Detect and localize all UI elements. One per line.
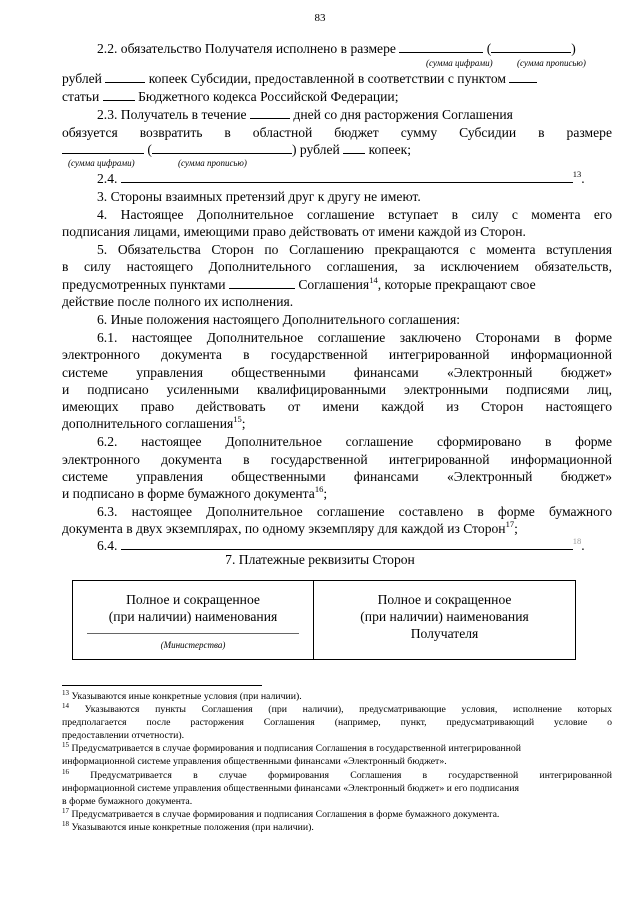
footnote-ref-16: 16 — [314, 484, 324, 494]
ministry-heading — [73, 581, 313, 625]
point-blank — [509, 70, 537, 83]
footnote-18-text: Указываются иные конкретные положения (при наличии). — [71, 822, 314, 833]
clause-6-1-line-1: 6.1. настоящее Дополнительное соглашение заключено Сторонами в форме — [97, 330, 612, 345]
return-words-blank — [152, 141, 292, 154]
hint-return-digits: (сумма цифрами) — [68, 158, 135, 168]
footnote-14-line-2: предполагается после расторжения Соглашения (например, пункт, предусматривающий условие о — [62, 717, 612, 728]
clause-6-4-blank — [121, 537, 573, 550]
recipient-heading — [314, 581, 575, 642]
recipient-heading-line-2: (при наличии) наименования — [360, 609, 529, 624]
clause-2-3-line-3 — [62, 141, 612, 158]
footnote-15-line-2: информационной системе управления общественными финансами «Электронный бюджет». — [62, 756, 447, 767]
hint-return-words: (сумма прописью) — [178, 158, 247, 168]
clause-6-1-text: дополнительного соглашения — [62, 416, 234, 431]
return-digits-blank — [62, 141, 144, 154]
article-label: статьи — [62, 89, 100, 104]
rubles-label: рублей — [62, 71, 102, 86]
clause-6-2-line-4 — [62, 485, 612, 504]
footnote-14-text-1: Указываются пункты Соглашения (при наличии), предусматривающие условия, исполнение которых — [84, 704, 612, 715]
rubles-blank — [105, 70, 145, 83]
footnote-13-number: 13 — [62, 689, 69, 697]
hint-sum-words: (сумма прописью) — [517, 58, 586, 68]
footnote-14-number: 14 — [62, 702, 69, 710]
clause-6-3-text: документа в двух экземплярах, по одному экземпляру для каждой из Сторон — [62, 521, 506, 536]
clause-6-2-line-3: системе управления общественными финансами «Электронный бюджет» — [62, 469, 612, 484]
clause-5-text-a: предусмотренных пунктами — [62, 277, 226, 292]
clause-6-1-end: ; — [241, 416, 246, 431]
recipient-heading-line-1: Полное и сокращенное — [377, 592, 512, 607]
footnote-separator — [62, 685, 262, 686]
footnote-18 — [62, 821, 612, 835]
page-number: 83 — [314, 12, 326, 24]
clause-2-2-line-3 — [62, 88, 612, 105]
paren-open: ( — [486, 41, 492, 56]
clause-6-1-line-5: имеющих право действовать от имени каждой из Сторон настоящего — [62, 399, 612, 414]
footnote-18-number: 18 — [62, 820, 69, 828]
clause-5-text-b: Соглашения — [298, 277, 370, 292]
clause-2-2-text: 2.2. обязательство Получателя исполнено в размере — [97, 41, 396, 56]
clause-3: 3. Стороны взаимных претензий друг к другу не имеют. — [97, 189, 421, 204]
footnote-16-text-1: Предусматривается в случае формирования Соглашения в государственной интегрированной — [90, 770, 612, 781]
clause-2-3-line-1 — [97, 106, 612, 123]
footnote-17-text: Предусматривается в случае формирования и подписания Соглашения в форме бумажного документа. — [71, 809, 500, 820]
clause-6-3-line-1: 6.3. настоящее Дополнительное соглашение составлено в форме бумажного — [97, 504, 612, 519]
clause-6-2-end: ; — [323, 486, 328, 501]
requisites-table — [72, 580, 576, 660]
kopecks-blank — [343, 141, 365, 154]
amount-digits-blank — [399, 40, 483, 53]
hint-sum-digits: (сумма цифрами) — [426, 58, 493, 68]
footnote-ref-14: 14 — [369, 275, 378, 285]
ministry-column — [73, 581, 314, 659]
clause-6-4-end: . — [581, 538, 585, 553]
clause-2-4-label: 2.4. — [97, 171, 118, 186]
kopecks-text: копеек; — [368, 142, 412, 157]
clause-5-line-4: действие после полного их исполнения. — [62, 294, 294, 309]
recipient-heading-line-3: Получателя — [410, 626, 479, 641]
footnote-13-text: Указываются иные конкретные условия (при наличии). — [71, 691, 302, 702]
clause-2-2-text-3: Бюджетного кодекса Российской Федерации; — [138, 89, 399, 104]
footnote-15-number: 15 — [62, 741, 69, 749]
clause-6-2-text: и подписано в форме бумажного документа — [62, 486, 315, 501]
clause-6-4-label: 6.4. — [97, 538, 118, 553]
clause-4-line-2: подписания лицами, имеющими право действовать от имени каждой из Сторон. — [62, 224, 526, 239]
paren-open-2: ( — [147, 142, 152, 157]
clause-2-2-line-2 — [62, 70, 612, 87]
ministry-heading-line-2: (при наличии) наименования — [108, 609, 278, 624]
footnote-16-line-2: информационной системе управления общественными финансами «Электронный бюджет» и его подписания — [62, 783, 519, 794]
clause-6-1-line-3: системе управления общественными финансами «Электронный бюджет» — [62, 365, 612, 380]
footnote-16-number: 16 — [62, 768, 69, 776]
article-blank — [103, 88, 135, 101]
recipient-column — [314, 581, 575, 659]
footnote-16-line-3: в форме бумажного документа. — [62, 796, 193, 807]
points-blank — [229, 276, 295, 289]
section-7-title: 7. Платежные реквизиты Сторон — [225, 552, 415, 567]
clause-6-1-line-4: и подписано усиленными квалифицированными электронными подписями лиц, — [62, 382, 612, 397]
clause-2-4 — [97, 170, 612, 189]
clause-2-3-line-2: обязуется возвратить в областной бюджет сумму Субсидии в размере — [62, 125, 612, 140]
footnote-ref-13: 13 — [572, 169, 582, 179]
amount-words-blank — [491, 40, 571, 53]
clause-2-2-text-2: копеек Субсидии, предоставленной в соответствии с пунктом — [148, 71, 506, 86]
clause-2-2-line-1 — [97, 40, 612, 57]
clause-2-4-blank — [121, 170, 573, 183]
clause-5-line-1: 5. Обязательства Сторон по Соглашению прекращаются с момента вступления — [97, 242, 612, 257]
ministry-hint: (Министерства) — [160, 640, 226, 650]
paren-close: ) — [571, 41, 576, 56]
rubles-text: ) рублей — [291, 142, 340, 157]
clause-2-4-end: . — [581, 171, 585, 186]
clause-6-2-line-2: электронного документа в государственной интегрированной информационной — [62, 452, 612, 467]
footnote-ref-17: 17 — [505, 519, 515, 529]
ministry-name-line — [87, 633, 299, 634]
clause-2-3-text-a: 2.3. Получатель в течение — [97, 107, 247, 122]
clause-6: 6. Иные положения настоящего Дополнительного соглашения: — [97, 312, 461, 327]
clause-5-line-2: в силу настоящего Дополнительного соглашения, за исключением обязательств, — [62, 259, 612, 274]
clause-6-1-line-6 — [62, 415, 612, 434]
footnote-17-number: 17 — [62, 807, 69, 815]
clause-6-2-line-1: 6.2. настоящее Дополнительное соглашение сформировано в форме — [97, 434, 612, 449]
days-blank — [250, 106, 290, 119]
clause-5-text-c: , которые прекращают свое — [377, 277, 536, 292]
clause-6-3-end: ; — [514, 521, 518, 536]
footnote-15-text-1: Предусматривается в случае формирования и подписания Соглашения в государственной интегрированной — [71, 743, 522, 754]
clause-2-3-text-b: дней со дня расторжения Соглашения — [293, 107, 513, 122]
footnote-ref-18: 18 — [572, 536, 582, 546]
clause-4-line-1: 4. Настоящее Дополнительное соглашение вступает в силу с момента его — [97, 207, 612, 222]
footnote-ref-15: 15 — [233, 414, 242, 424]
footnote-14-line-3: предоставлении отчетности). — [62, 730, 185, 741]
ministry-heading-line-1: Полное и сокращенное — [126, 592, 260, 607]
clause-6-1-line-2: электронного документа в государственной интегрированной информационной — [62, 347, 612, 362]
